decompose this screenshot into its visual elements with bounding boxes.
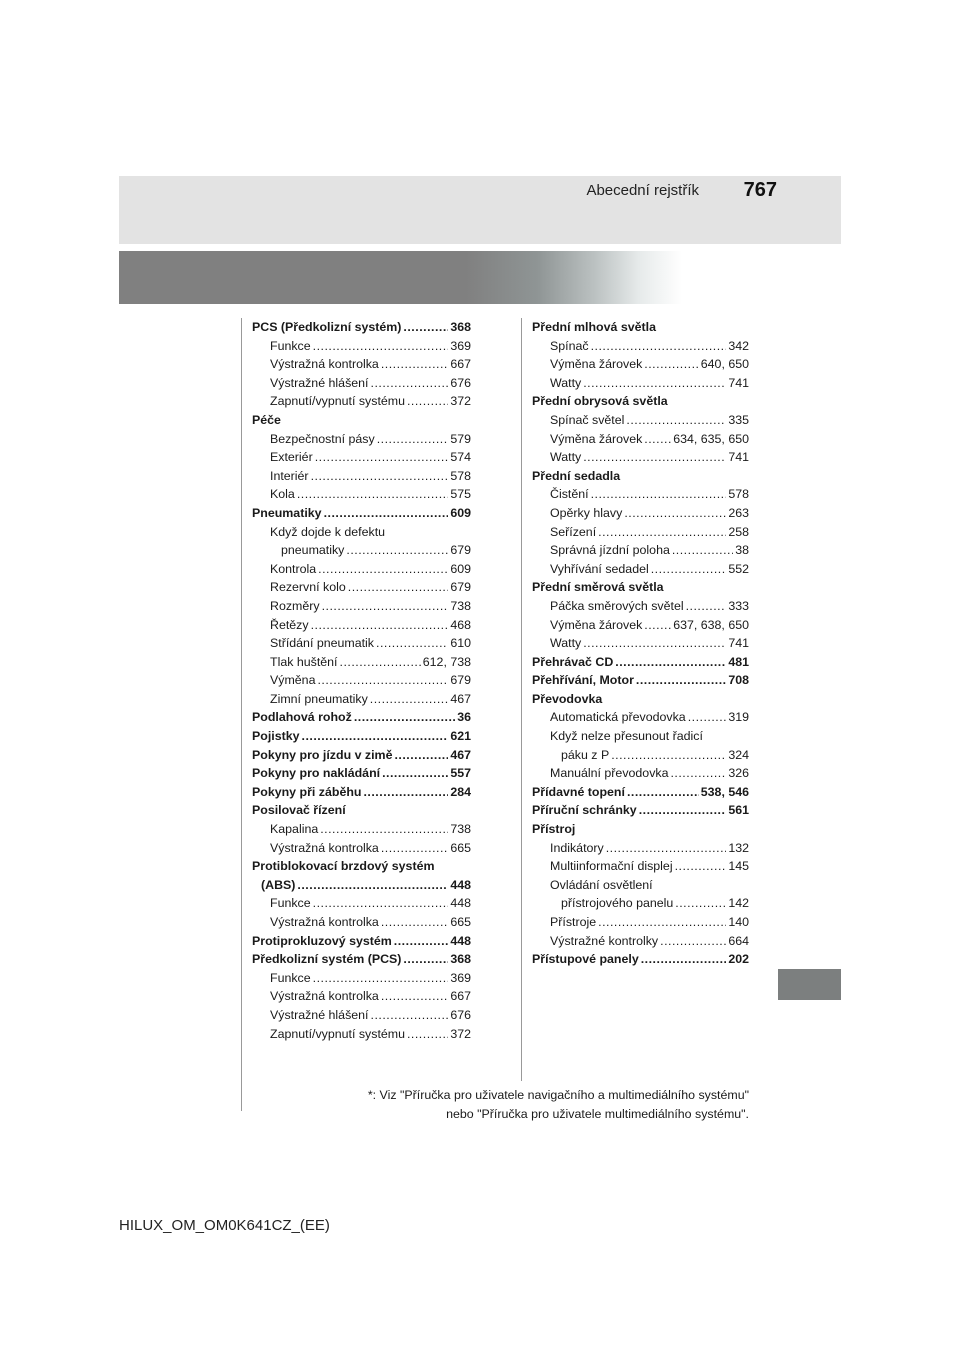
leader-dots bbox=[394, 932, 449, 951]
index-page-ref: 448 bbox=[450, 933, 471, 948]
index-term: Rozměry bbox=[270, 598, 320, 613]
index-page-ref: 263 bbox=[728, 505, 749, 520]
index-entry bbox=[532, 820, 749, 839]
leader-dots bbox=[377, 430, 449, 449]
index-page-ref: 202 bbox=[728, 952, 749, 967]
index-entry bbox=[252, 560, 471, 579]
index-term: Protiblokovací brzdový systém bbox=[252, 859, 435, 874]
index-page-ref: 557 bbox=[450, 766, 471, 781]
index-term: Pokyny pro jízdu v zimě bbox=[252, 747, 393, 762]
index-term: Přehrávač CD bbox=[532, 654, 614, 669]
index-term: Podlahová rohož bbox=[252, 710, 352, 725]
index-entry bbox=[252, 690, 471, 709]
index-term: Výstražné hlášení bbox=[270, 1007, 369, 1022]
index-page-ref: 665 bbox=[450, 840, 471, 855]
index-page-ref: 538, 546 bbox=[700, 784, 749, 799]
index-page-ref: 467 bbox=[450, 691, 471, 706]
index-entry bbox=[252, 746, 471, 765]
leader-dots bbox=[624, 504, 726, 523]
index-entry bbox=[252, 318, 471, 337]
index-entry bbox=[252, 1006, 471, 1025]
index-entry bbox=[252, 616, 471, 635]
index-term: Multiinformační displej bbox=[550, 859, 673, 874]
index-term: Pojistky bbox=[252, 729, 300, 744]
leader-dots bbox=[583, 448, 726, 467]
leader-dots bbox=[627, 783, 699, 802]
leader-dots bbox=[403, 318, 448, 337]
index-page-ref: 342 bbox=[728, 338, 749, 353]
leader-dots bbox=[348, 578, 449, 597]
leader-dots bbox=[322, 597, 449, 616]
index-page-ref: 708 bbox=[728, 673, 749, 688]
index-term: Převodovka bbox=[532, 691, 603, 706]
footnote-line-1: *: Viz "Příručka pro uživatele navigačního a multimediálního systému" bbox=[367, 1088, 749, 1102]
document-code: HILUX_OM_OM0K641CZ_(EE) bbox=[119, 1217, 330, 1234]
index-entry bbox=[532, 597, 749, 616]
leader-dots bbox=[318, 560, 448, 579]
leader-dots bbox=[407, 392, 448, 411]
index-entry bbox=[532, 430, 749, 449]
leader-dots bbox=[381, 987, 449, 1006]
index-term: Přístupové panely bbox=[532, 952, 639, 967]
index-entry bbox=[532, 337, 749, 356]
index-entry bbox=[252, 727, 471, 746]
index-page-ref: 679 bbox=[450, 543, 471, 558]
index-entry bbox=[532, 932, 749, 951]
index-term: Watty bbox=[550, 636, 582, 651]
index-entry bbox=[252, 392, 471, 411]
section-title: Abecední rejstřík bbox=[586, 182, 699, 199]
index-term: Když dojde k defektu bbox=[270, 524, 386, 539]
index-entry bbox=[532, 653, 749, 672]
index-entry bbox=[252, 653, 471, 672]
leader-dots bbox=[371, 1006, 449, 1025]
leader-dots bbox=[639, 801, 727, 820]
index-term: Střídání pneumatik bbox=[270, 636, 375, 651]
index-entry bbox=[532, 913, 749, 932]
index-page-ref: 140 bbox=[728, 915, 749, 929]
footnote bbox=[229, 1086, 749, 1123]
index-entry bbox=[532, 374, 749, 393]
index-term: Předkolizní systém (PCS) bbox=[252, 952, 402, 967]
leader-dots bbox=[598, 523, 726, 542]
leader-dots bbox=[297, 485, 449, 504]
index-term: páku z P bbox=[561, 747, 610, 762]
index-entry bbox=[252, 894, 471, 913]
index-page-ref: 578 bbox=[450, 468, 471, 483]
index-entry bbox=[532, 578, 749, 597]
index-entry bbox=[532, 392, 749, 411]
index-term: Watty bbox=[550, 375, 582, 390]
index-entry bbox=[252, 876, 471, 895]
index-entry bbox=[252, 355, 471, 374]
index-entry bbox=[252, 597, 471, 616]
index-term: Pokyny pro nakládání bbox=[252, 766, 381, 781]
leader-dots bbox=[311, 616, 449, 635]
leader-dots bbox=[407, 1025, 448, 1044]
index-page-ref: 552 bbox=[728, 561, 749, 576]
index-page-ref: 610 bbox=[450, 636, 471, 651]
index-term: Kapalina bbox=[270, 822, 319, 837]
index-term: Bezpečnostní pásy bbox=[270, 431, 375, 446]
index-page-ref: 579 bbox=[450, 431, 471, 446]
leader-dots bbox=[302, 727, 449, 746]
index-entry bbox=[252, 708, 471, 727]
index-term: Přední sedadla bbox=[532, 468, 621, 483]
index-term: Zapnutí/vypnutí systému bbox=[270, 1026, 405, 1041]
index-entry bbox=[532, 690, 749, 709]
index-entry bbox=[532, 448, 749, 467]
index-term: Exteriér bbox=[270, 450, 313, 465]
index-entry bbox=[532, 467, 749, 486]
leader-dots bbox=[644, 355, 698, 374]
column-divider-left bbox=[241, 318, 242, 1111]
leader-dots bbox=[297, 876, 448, 895]
index-entry bbox=[252, 467, 471, 486]
index-page-ref: 640, 650 bbox=[700, 357, 749, 372]
leader-dots bbox=[598, 913, 726, 932]
leader-dots bbox=[636, 671, 726, 690]
index-term: Zapnutí/vypnutí systému bbox=[270, 394, 405, 409]
index-term: pneumatiky bbox=[281, 543, 345, 558]
index-entry bbox=[252, 783, 471, 802]
index-entry bbox=[252, 430, 471, 449]
index-page-ref: 481 bbox=[728, 654, 749, 669]
leader-dots bbox=[591, 337, 727, 356]
index-term: Spínač světel bbox=[550, 412, 625, 427]
index-entry bbox=[252, 764, 471, 783]
index-entry bbox=[252, 634, 471, 653]
index-term: Přední mlhová světla bbox=[532, 320, 656, 334]
page-number: 767 bbox=[743, 179, 777, 201]
index-entry bbox=[252, 541, 471, 560]
index-term: Péče bbox=[252, 412, 281, 427]
leader-dots bbox=[311, 467, 449, 486]
index-entry bbox=[532, 504, 749, 523]
index-entry bbox=[532, 783, 749, 802]
index-page-ref: 284 bbox=[450, 784, 471, 799]
index-entry bbox=[252, 839, 471, 858]
index-entry bbox=[532, 764, 749, 783]
index-term: Přední směrová světla bbox=[532, 580, 664, 595]
index-entry bbox=[252, 671, 471, 690]
leader-dots bbox=[583, 374, 726, 393]
index-page-ref: 741 bbox=[728, 450, 749, 465]
index-term: Výstražné hlášení bbox=[270, 375, 369, 390]
index-entry bbox=[252, 987, 471, 1006]
index-entry bbox=[532, 616, 749, 635]
index-page-ref: 36 bbox=[457, 710, 471, 725]
index-term: Výstražná kontrolka bbox=[270, 915, 379, 929]
index-term: Příruční schránky bbox=[532, 803, 637, 818]
index-page-ref: 258 bbox=[728, 524, 749, 539]
index-term: Ovládání osvětlení bbox=[550, 877, 653, 892]
index-page-ref: 467 bbox=[450, 747, 471, 762]
index-page-ref: 738 bbox=[450, 822, 471, 837]
index-page-ref: 319 bbox=[728, 710, 749, 725]
index-entry bbox=[532, 634, 749, 653]
leader-dots bbox=[376, 634, 448, 653]
index-entry bbox=[532, 411, 749, 430]
index-entry bbox=[252, 857, 471, 876]
index-page-ref: 333 bbox=[728, 598, 749, 613]
index-term: Spínač bbox=[550, 338, 589, 353]
index-page-ref: 738 bbox=[450, 598, 471, 613]
index-entry bbox=[532, 671, 749, 690]
leader-dots bbox=[354, 708, 455, 727]
leader-dots bbox=[591, 485, 727, 504]
index-term: Indikátory bbox=[550, 840, 604, 855]
leader-dots bbox=[370, 690, 449, 709]
index-page-ref: 369 bbox=[450, 970, 471, 985]
index-page-ref: 679 bbox=[450, 580, 471, 595]
index-entry bbox=[532, 839, 749, 858]
index-page-ref: 132 bbox=[728, 840, 749, 855]
index-page-ref: 448 bbox=[450, 877, 471, 892]
index-entry bbox=[532, 801, 749, 820]
index-entry bbox=[532, 560, 749, 579]
index-entry bbox=[252, 411, 471, 430]
index-term: Pneumatiky bbox=[252, 505, 322, 520]
index-term: Seřízení bbox=[550, 524, 597, 539]
index-page-ref: 612, 738 bbox=[422, 654, 471, 669]
leader-dots bbox=[346, 541, 448, 560]
index-term: Pokyny při záběhu bbox=[252, 784, 362, 799]
index-term: Čistění bbox=[550, 487, 589, 502]
index-term: Automatická převodovka bbox=[550, 710, 686, 725]
leader-dots bbox=[615, 653, 726, 672]
index-term: Kontrola bbox=[270, 561, 317, 576]
index-entry bbox=[532, 485, 749, 504]
index-term: Přehřívání, Motor bbox=[532, 673, 634, 688]
index-term: Watty bbox=[550, 450, 582, 465]
index-entry bbox=[252, 374, 471, 393]
index-term: Přístroj bbox=[532, 822, 576, 837]
leader-dots bbox=[644, 616, 671, 635]
leader-dots bbox=[315, 448, 449, 467]
index-entry bbox=[252, 969, 471, 988]
index-entry bbox=[252, 932, 471, 951]
leader-dots bbox=[381, 839, 449, 858]
index-page-ref: 372 bbox=[450, 1026, 471, 1041]
index-term: PCS (Předkolizní systém) bbox=[252, 320, 402, 334]
leader-dots bbox=[641, 950, 727, 969]
index-term: Zimní pneumatiky bbox=[270, 691, 368, 706]
leader-dots bbox=[626, 411, 726, 430]
leader-dots bbox=[317, 671, 448, 690]
index-page-ref: 574 bbox=[450, 450, 471, 465]
index-page-ref: 621 bbox=[450, 729, 471, 744]
leader-dots bbox=[644, 430, 671, 449]
index-column-right bbox=[532, 318, 749, 969]
index-term: Výměna žárovek bbox=[550, 357, 643, 372]
leader-dots bbox=[381, 355, 449, 374]
footnote-line-2: nebo "Příručka pro uživatele multimediálního systému". bbox=[446, 1106, 749, 1121]
index-page-ref: 326 bbox=[728, 766, 749, 781]
index-term: Funkce bbox=[270, 338, 311, 353]
index-page-ref: 368 bbox=[450, 320, 471, 334]
index-term: Když nelze přesunout řadicí bbox=[550, 729, 703, 744]
index-entry bbox=[532, 876, 749, 895]
leader-dots bbox=[686, 597, 727, 616]
index-term: Výměna žárovek bbox=[550, 617, 643, 632]
index-term: (ABS) bbox=[261, 877, 296, 892]
leader-dots bbox=[403, 950, 448, 969]
index-page-ref: 468 bbox=[450, 617, 471, 632]
index-entry bbox=[532, 857, 749, 876]
index-page-ref: 741 bbox=[728, 375, 749, 390]
index-term: Opěrky hlavy bbox=[550, 505, 623, 520]
index-page-ref: 561 bbox=[728, 803, 749, 818]
leader-dots bbox=[320, 820, 448, 839]
index-term: Přední obrysová světla bbox=[532, 394, 668, 409]
index-page-ref: 38 bbox=[735, 543, 749, 558]
leader-dots bbox=[382, 764, 448, 783]
index-page-ref: 664 bbox=[728, 933, 749, 948]
index-entry bbox=[252, 448, 471, 467]
index-term: Přístroje bbox=[550, 915, 597, 929]
index-entry bbox=[252, 523, 471, 542]
leader-dots bbox=[672, 541, 733, 560]
index-page-ref: 634, 635, 650 bbox=[673, 431, 749, 446]
leader-dots bbox=[313, 969, 449, 988]
index-term: Tlak huštění bbox=[270, 654, 338, 669]
index-page-ref: 676 bbox=[450, 1007, 471, 1022]
index-page-ref: 448 bbox=[450, 896, 471, 911]
index-entry bbox=[532, 355, 749, 374]
index-term: Funkce bbox=[270, 970, 311, 985]
index-term: Páčka směrových světel bbox=[550, 598, 684, 613]
leader-dots bbox=[371, 374, 449, 393]
index-entry bbox=[532, 708, 749, 727]
index-page-ref: 369 bbox=[450, 338, 471, 353]
index-page-ref: 679 bbox=[450, 673, 471, 688]
chapter-tab bbox=[778, 969, 841, 1000]
page-header bbox=[119, 176, 841, 244]
index-page-ref: 368 bbox=[450, 952, 471, 967]
leader-dots bbox=[340, 653, 421, 672]
index-page-ref: 575 bbox=[450, 487, 471, 502]
index-entry bbox=[532, 746, 749, 765]
leader-dots bbox=[688, 708, 727, 727]
index-term: Přídavné topení bbox=[532, 784, 625, 799]
index-term: Výstražná kontrolka bbox=[270, 989, 379, 1004]
index-term: Protiprokluzový systém bbox=[252, 933, 392, 948]
index-page-ref: 665 bbox=[450, 915, 471, 929]
index-page-ref: 667 bbox=[450, 357, 471, 372]
leader-dots bbox=[606, 839, 727, 858]
index-entry bbox=[532, 727, 749, 746]
leader-dots bbox=[313, 894, 449, 913]
index-entry bbox=[252, 578, 471, 597]
index-entry bbox=[252, 950, 471, 969]
index-entry bbox=[532, 541, 749, 560]
column-divider-middle bbox=[521, 318, 522, 1081]
index-term: Funkce bbox=[270, 896, 311, 911]
leader-dots bbox=[675, 894, 726, 913]
index-term: Rezervní kolo bbox=[270, 580, 346, 595]
index-page-ref: 676 bbox=[450, 375, 471, 390]
index-page-ref: 372 bbox=[450, 394, 471, 409]
index-term: Výstražná kontrolka bbox=[270, 357, 379, 372]
leader-dots bbox=[313, 337, 449, 356]
index-entry bbox=[252, 820, 471, 839]
leader-dots bbox=[363, 783, 448, 802]
index-term: Výměna žárovek bbox=[550, 431, 643, 446]
index-entry bbox=[532, 523, 749, 542]
index-term: Manuální převodovka bbox=[550, 766, 669, 781]
index-term: Výstražná kontrolka bbox=[270, 840, 379, 855]
index-term: Správná jízdní poloha bbox=[550, 543, 670, 558]
leader-dots bbox=[670, 764, 726, 783]
index-entry bbox=[532, 318, 749, 337]
index-page-ref: 335 bbox=[728, 412, 749, 427]
leader-dots bbox=[675, 857, 727, 876]
index-column-left bbox=[252, 318, 471, 1043]
index-term: Posilovač řízení bbox=[252, 803, 346, 818]
index-term: Řetězy bbox=[270, 617, 309, 632]
index-term: Výstražné kontrolky bbox=[550, 933, 659, 948]
leader-dots bbox=[381, 913, 449, 932]
index-page-ref: 142 bbox=[728, 896, 749, 911]
header-band bbox=[119, 251, 841, 304]
index-page-ref: 145 bbox=[728, 859, 749, 874]
index-page-ref: 741 bbox=[728, 636, 749, 651]
index-page-ref: 578 bbox=[728, 487, 749, 502]
index-entry bbox=[532, 894, 749, 913]
index-page-ref: 324 bbox=[728, 747, 749, 762]
index-page-ref: 609 bbox=[450, 561, 471, 576]
index-page-ref: 609 bbox=[450, 505, 471, 520]
index-entry bbox=[252, 1025, 471, 1044]
index-entry bbox=[252, 504, 471, 523]
index-entry bbox=[252, 913, 471, 932]
leader-dots bbox=[651, 560, 727, 579]
leader-dots bbox=[660, 932, 726, 951]
leader-dots bbox=[611, 746, 726, 765]
leader-dots bbox=[394, 746, 448, 765]
index-page-ref: 667 bbox=[450, 989, 471, 1004]
index-term: Výměna bbox=[270, 673, 316, 688]
index-entry bbox=[252, 485, 471, 504]
index-entry bbox=[252, 801, 471, 820]
index-entry bbox=[532, 950, 749, 969]
index-term: Interiér bbox=[270, 468, 309, 483]
index-term: Kola bbox=[270, 487, 295, 502]
leader-dots bbox=[583, 634, 726, 653]
index-term: přístrojového panelu bbox=[561, 896, 674, 911]
index-entry bbox=[252, 337, 471, 356]
index-term: Vyhřívání sedadel bbox=[550, 561, 649, 576]
leader-dots bbox=[324, 504, 449, 523]
index-page-ref: 637, 638, 650 bbox=[673, 617, 749, 632]
